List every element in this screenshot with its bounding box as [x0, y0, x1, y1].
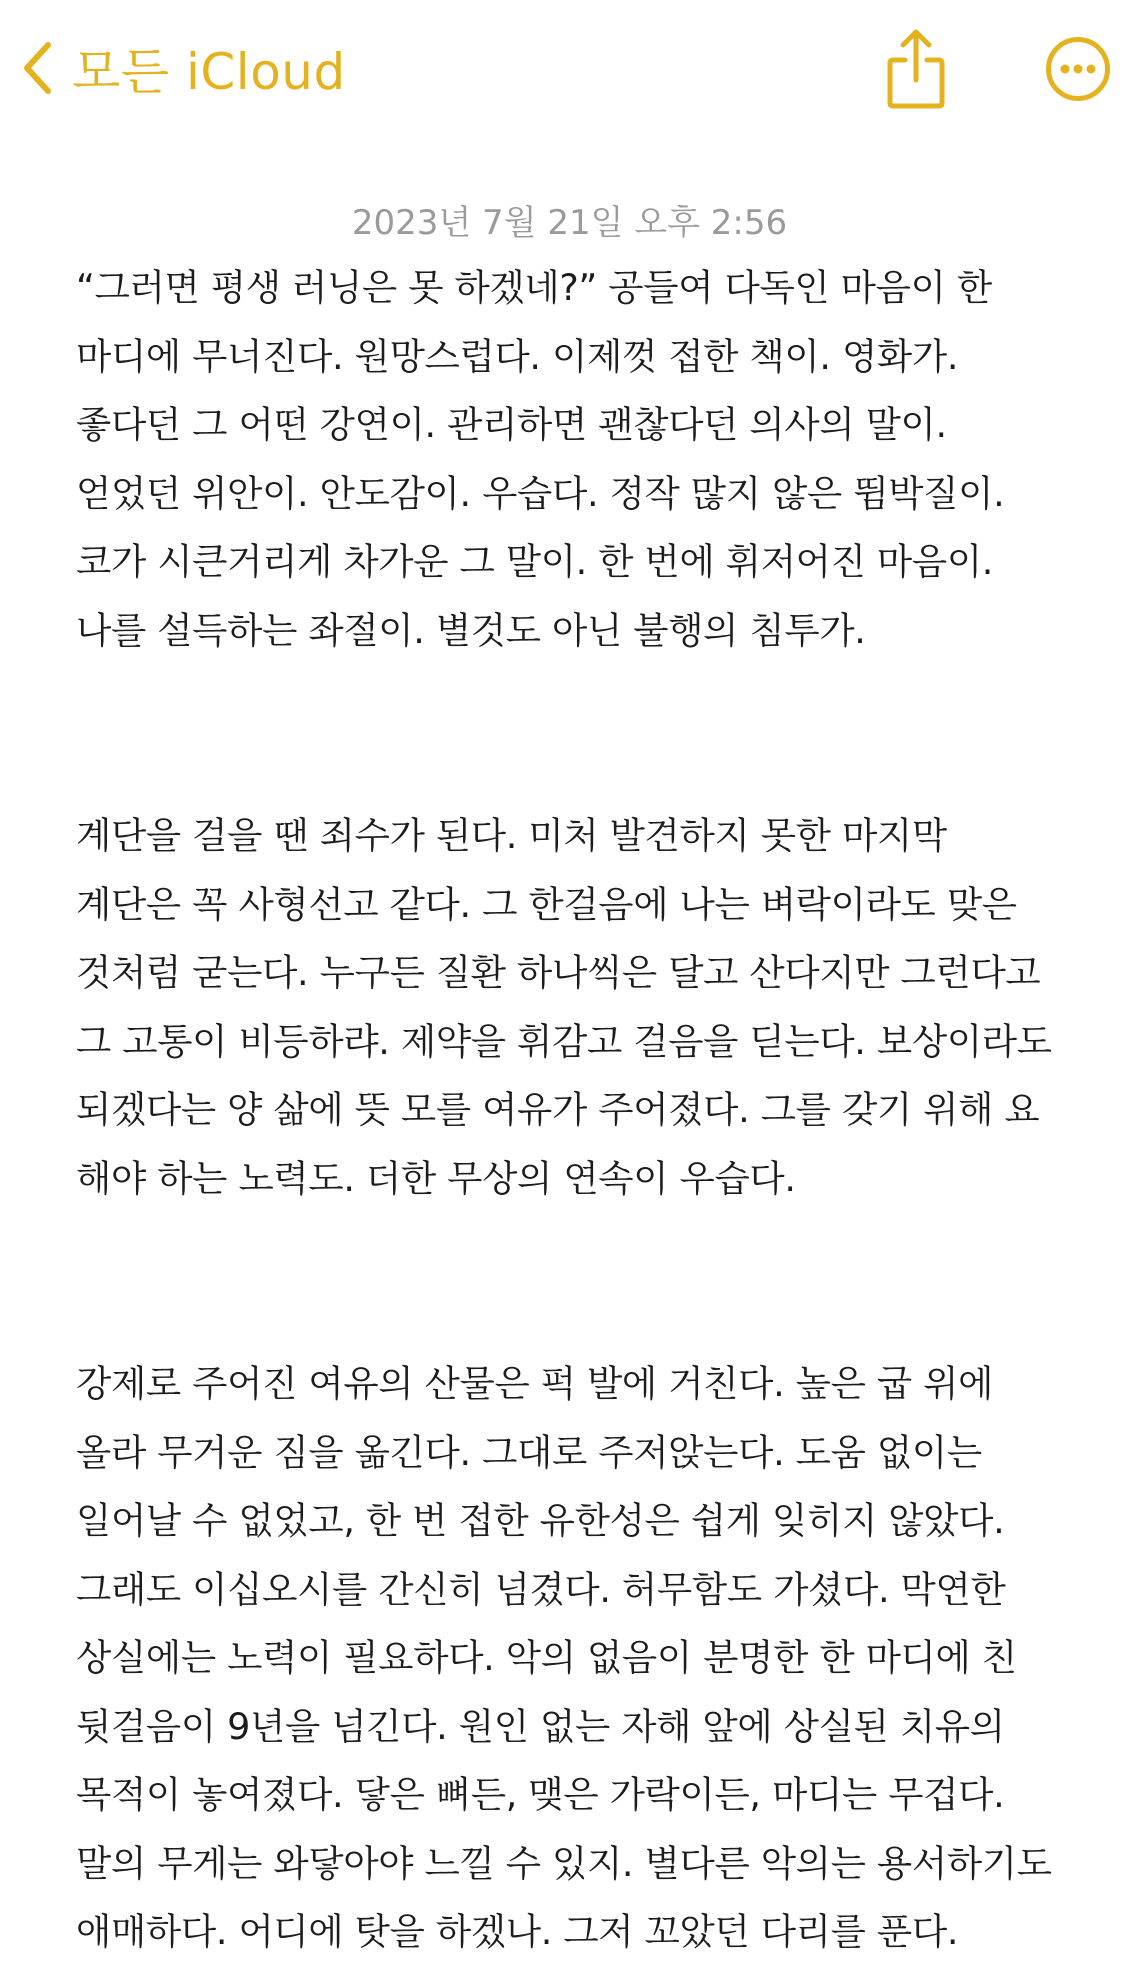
more-options-button[interactable] — [1045, 36, 1111, 102]
paragraph — [76, 802, 1116, 1213]
navigation-bar — [0, 0, 1139, 140]
text-line: 뒷걸음이 9년을 넘긴다. 원인 없는 자해 앞에 상실된 치유의 — [76, 1704, 1005, 1748]
text-line: 말의 무게는 와닿아야 느낄 수 있지. 별다른 악의는 용서하기도 — [76, 1841, 1052, 1885]
paragraph-spacer — [76, 1213, 1116, 1350]
text-line: 코가 시큰거리게 차가운 그 말이. 한 번에 휘저어진 마음이. — [76, 540, 994, 583]
back-label: 모든 iCloud — [72, 43, 346, 101]
text-line: 것처럼 굳는다. 누구든 질환 하나씩은 달고 산다지만 그런다고 — [76, 951, 1041, 994]
text-line: “그러면 평생 러닝은 못 하겠네?” 공들여 다독인 마음이 한 — [76, 266, 992, 309]
text-line: 마디에 무너진다. 원망스럽다. 이제껏 접한 책이. 영화가. — [76, 334, 959, 378]
text-line: 좋다던 그 어떤 강연이. 관리하면 괜찮다던 의사의 말이. — [76, 403, 947, 446]
ellipsis-circle-icon — [1045, 87, 1111, 106]
paragraph — [76, 1350, 1116, 1967]
text-line: 그 고통이 비등하랴. 제약을 휘감고 걸음을 딛는다. 보상이라도 — [76, 1019, 1052, 1063]
text-line: 계단은 꼭 사형선고 같다. 그 한걸음에 나는 벼락이라도 맞은 — [76, 882, 1017, 926]
note-date: 2023년 7월 21일 오후 2:56 — [351, 203, 788, 243]
text-line: 계단을 걸을 땐 죄수가 된다. 미처 발견하지 못한 마지막 — [76, 814, 947, 857]
text-line: 상실에는 노력이 필요하다. 악의 없음이 분명한 한 마디에 친 — [76, 1636, 1017, 1679]
share-button[interactable] — [886, 28, 946, 110]
share-icon — [886, 95, 946, 114]
text-line: 얻었던 위안이. 안도감이. 우습다. 정작 많지 않은 뜀박질이. — [76, 471, 1005, 515]
text-line: 올라 무거운 짐을 옮긴다. 그대로 주저앉는다. 도움 없이는 — [76, 1430, 982, 1474]
note-body[interactable] — [76, 254, 1116, 1967]
text-line: 되겠다는 양 삶에 뜻 모를 여유가 주어졌다. 그를 갖기 위해 요 — [76, 1088, 1040, 1131]
text-line: 그래도 이십오시를 간신히 넘겼다. 허무함도 가셨다. 막연한 — [76, 1567, 1006, 1611]
text-line: 나를 설득하는 좌절이. 별것도 아닌 불행의 침투가. — [76, 608, 866, 652]
text-line: 해야 하는 노력도. 더한 무상의 연속이 우습다. — [76, 1156, 796, 1200]
back-button[interactable] — [22, 36, 346, 100]
text-line: 강제로 주어진 여유의 산물은 퍽 발에 거친다. 높은 굽 위에 — [76, 1362, 994, 1405]
paragraph-spacer — [76, 665, 1116, 802]
paragraph — [76, 254, 1116, 665]
text-line: 목적이 놓여졌다. 닿은 뼈든, 맺은 가락이든, 마디는 무겁다. — [76, 1773, 1005, 1816]
text-line: 애매하다. 어디에 탓을 하겠나. 그저 꼬았던 다리를 푼다. — [76, 1910, 959, 1953]
chevron-left-icon — [22, 41, 52, 95]
text-line: 일어날 수 없었고, 한 번 접한 유한성은 쉽게 잊히지 않았다. — [76, 1499, 1005, 1542]
